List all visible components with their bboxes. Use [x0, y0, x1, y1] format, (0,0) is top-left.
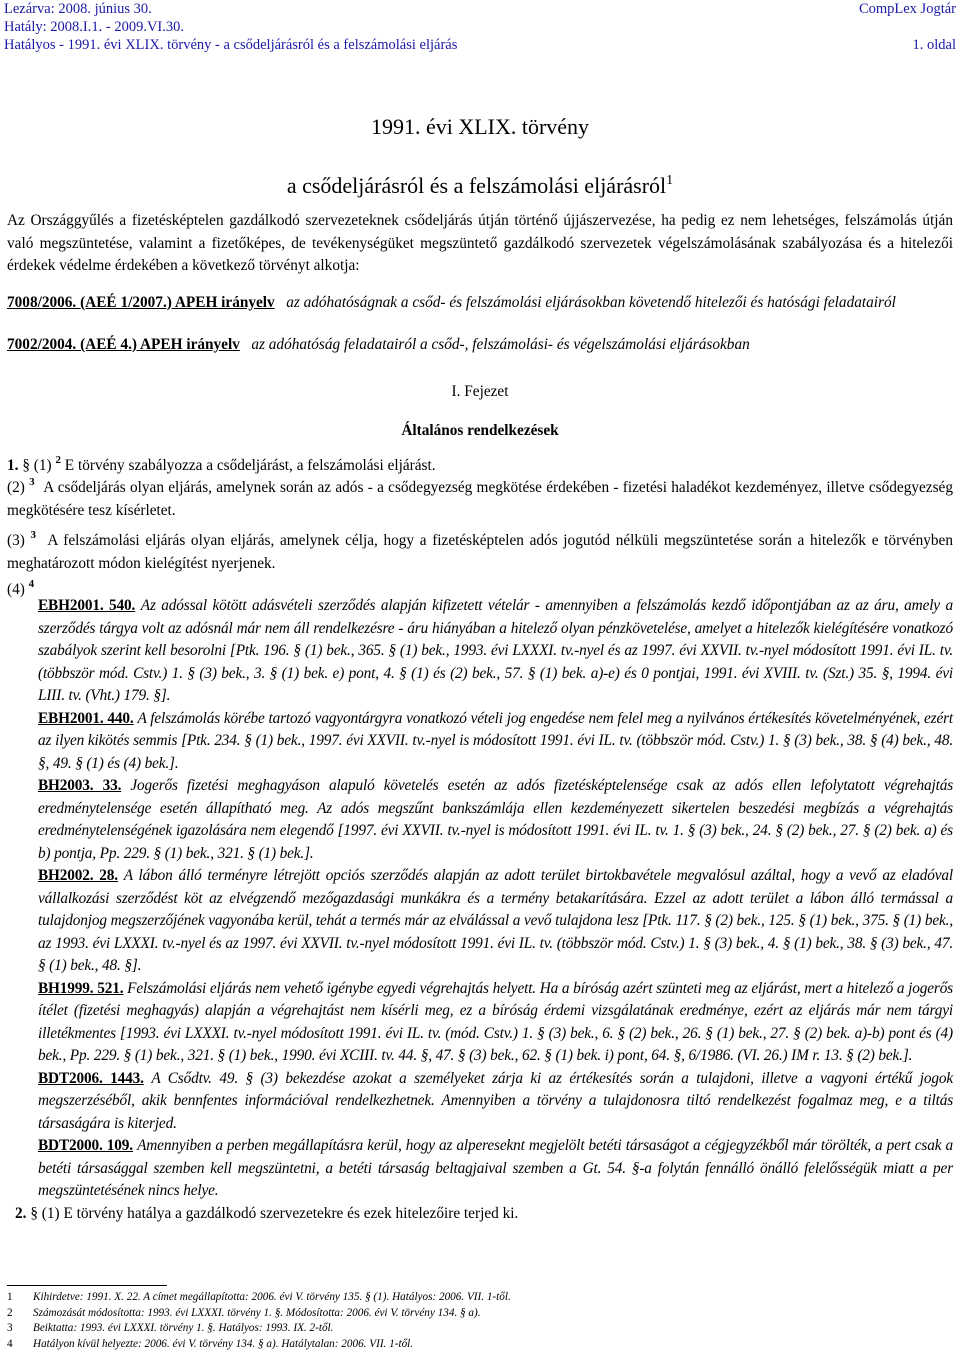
page-header [0, 0, 960, 60]
court-case [38, 708, 953, 776]
footnote [7, 1321, 953, 1337]
footnote-number: 1 [7, 1291, 13, 1303]
court-case [38, 775, 953, 865]
chapter-number: I. Fejezet [451, 382, 509, 400]
document-body [7, 210, 953, 1225]
header-closed-date: Lezárva: 2008. június 30. [4, 1, 152, 17]
court-case-text: Az adóssal kötött adásvételi szerződés alapján kifizetett vételár - amennyiben a felszámolás kezdő időpontjában az az áru, amely a szerződés tárgya volt az adósnál már nem áll rendelkezésre - áru hiányában a hitelező olyan pénzkövetelése, amelyet a hitelezők kielégítésére vonatkozó szabályok szerint kell besorolni [Ptk. 196. § (1) bek., 365. § (1) bek., 1993. évi LXXXI. tv.-nyel és az 1997. évi XXVII. tv.-nyel módosított 1991. évi IL. tv. (többször mód. Cstv.) 1. § (3) bek., 3. § (1) bek. e) pont, 4. § (1) és (2) bek., 57. § (1) bek. a)-e) és 0 pontjai, 1991. évi XVIII. tv. (Szt.) 35. §, 1994. évi LIII. tv. (Vht.) 179. §]. [38, 597, 953, 704]
court-case-text: Jogerős fizetési meghagyáson alapuló követelés esetén az adós fizetésképtelensége csak az adós ellen lefolytatott végrehajtás eredménytelensége esetén állapítható meg. Az adós megszűnt bankszámlája ellen kezdeményezett sikertelen beszedési megbízás a végrehajtás eredménytelenségének igazolására nem elegendő [1997. évi XXVII. tv.-nyel is módosított 1991. évi IL. tv. 1. § (3) bek., 24. § (2) bek., 27. § (2) bek. a) és b) pontja, Pp. 229. § (1) bek., 321. § (1) bek.]. [38, 777, 953, 862]
section-1-para-2 [7, 477, 953, 522]
section-number: 1. [7, 456, 19, 474]
court-case-text: A Csődtv. 49. § (3) bekezdése azokat a személyeket zárja ki az értékesítés során a tulajdoni, illetve a vagyoni értékű jogok megszerzéséből, akik bennfentes információval rendelkezhetnek. Amennyiben a törvény a tulajdonosra tiltó rendelkezést fogalmaz meg, e a tiltás társaságára is kiterjed. [38, 1069, 953, 1132]
apeh-guideline-link[interactable]: 7002/2004. (AEÉ 4.) APEH irányelv [7, 336, 240, 353]
footnote-divider [7, 1285, 167, 1286]
court-case-link[interactable]: BDT2006. 1443. [38, 1069, 144, 1087]
section-1-para-3 [7, 530, 953, 575]
preamble: Az Országgyűlés a fizetésképtelen gazdálkodó szervezeteknek csődeljárás útján történő újjászervezése, ha pedig ez nem lehetséges, felszámolás útján való megszüntetése, valamint a fizetőképes, de tevékenységüket megszüntető gazdálkodó szervezetek végelszámolásának szabályozása és a hitelezői érdekek védelme érdekében a következő törvényt alkotja: [7, 212, 953, 274]
court-case [38, 978, 953, 1068]
header-document-title: Hatályos - 1991. évi XLIX. törvény - a csődeljárásról és a felszámolási eljárás [4, 37, 458, 53]
court-case-link[interactable]: BDT2000. 109. [38, 1137, 133, 1154]
apeh-guideline-link[interactable]: 7008/2006. (AEÉ 1/2007.) APEH irányelv [7, 293, 275, 311]
apeh-guideline-text: az adóhatóság feladatairól a csőd-, felszámolási- és végelszámolási eljárásokban [251, 336, 750, 353]
court-case [38, 1068, 953, 1136]
footnote-text: Kihirdetve: 1991. X. 22. A címet megállapította: 2006. évi V. törvény 135. § (1). Hatályos: 2006. VII. 1-től. [33, 1291, 511, 1303]
footnote-text: Számozását módosította: 1993. évi LXXXI. törvény 1. §. Módosította: 2006. évi V. törvény 134. § a). [33, 1306, 481, 1319]
header-effective-range: Hatály: 2008.I.1. - 2009.VI.30. [4, 19, 185, 35]
paragraph-label: (1) [33, 456, 52, 474]
court-case-link[interactable]: EBH2001. 440. [38, 709, 134, 727]
apeh-guideline-1 [7, 292, 953, 315]
footnote-text: Hatályon kívül helyezte: 2006. évi V. törvény 134. § a). Hatálytalan: 2006. VII. 1-től. [33, 1337, 414, 1350]
footnote-number: 4 [7, 1337, 13, 1350]
chapter-title: Általános rendelkezések [401, 422, 559, 439]
footnote-text: Beiktatta: 1993. évi LXXXI. törvény 1. §. Hatályos: 1993. IX. 2-től. [33, 1322, 334, 1334]
section-number: 2. [15, 1204, 27, 1222]
court-case-list [7, 595, 953, 1203]
section-sign[interactable]: § [30, 1204, 38, 1222]
apeh-guideline-text: az adóhatóságnak a csőd- és felszámolási eljárásokban követendő hitelezői és hatósági feladatairól [286, 293, 896, 311]
paragraph-label: (2) [7, 479, 25, 496]
law-title: 1991. évi XLIX. törvény [370, 114, 590, 139]
court-case-text: A felszámolás körébe tartozó vagyontárgyra vonatkozó vételi jog engedése nem felel meg a nyilvános értékesítés követelményének, ezért az ilyen kikötés semmis [Ptk. 234. § (1) bek., 1997. évi XXVII. tv.-nyel is módosított 1991. évi IL. tv. (többször mód. Cstv.) 1. § (3) bek., 38. § (4) bek., 48. §, 49. § (1) és (4) bek.]. [38, 709, 953, 772]
footnote-ref[interactable]: 1 [666, 173, 674, 188]
footnote [7, 1290, 953, 1306]
court-case-link[interactable]: BH2003. 33. [38, 777, 122, 794]
court-case-text: A lábon álló terményre létrejött opciós szerződés alapján az adott terület birtokbavétele megvalósul azáltal, hogy a vevő az eladóval vállalkozási szerződést köt az elvégzendő mezőgazdasági munkákra és a termény betakarítására. Ezzel az adott terület a lábon álló termással a tulajdonjog megszerzőjének vagyonába kerül, tehát a termés már az elválással a vevő tulajdona lesz [Ptk. 117. § (2) bek., 125. § (1) bek., 375. § (1) bek., az 1993. évi LXXXI. tv.-nyel és az 1997. évi XXVII. tv.-nyel módosított 1991. évi IL. tv. (többször mód. Cstv.) 1. § (3) bek., 4. § (1) bek., 38. § (3) bek., 47. § (1) bek., 48. §]. [38, 867, 953, 974]
footnote-number: 2 [7, 1306, 13, 1319]
section-1-para-1 [7, 455, 953, 478]
footnote-ref[interactable]: 4 [28, 578, 35, 590]
header-page-number: 1. oldal [912, 37, 956, 53]
court-case [38, 865, 953, 978]
court-case-link[interactable]: BH2002. 28. [38, 867, 118, 884]
law-subtitle [0, 172, 960, 200]
court-case-text: Felszámolási eljárás nem vehető igénybe egyedi végrehajtás helyett. Ha a bíróság azért szünteti meg az eljárást, mert a hitelező a jogerős ítélet (fizetési meghagyás) alapján a végrehajtást nem kísérli meg, ez a bíróság érdemi vizsgálatának eredménye, ezért az eljárás már nem tárgyi illetékmentes [1993. évi LXXXI. tv.-nyel módosított 1991. évi IL. tv. (mód. Cstv.) 1. § (3) bek., 6. § (2) bek., 26. § (1) bek., 27. § (2) bek. a)-b) pont és (4) bek., Pp. 229. § (1) bek., 321. § (1) bek., 1990. évi XCIII. tv. 44. §, 47. § (3) bek., 62. § (1) bek. i) pont, 64. §, 6/1986. (VI. 26.) IM r. 13. § (2) bek.]. [38, 979, 953, 1064]
court-case-link[interactable]: BH1999. 521. [38, 979, 124, 997]
footnote-ref[interactable]: 2 [55, 453, 61, 466]
paragraph-label: (4) [7, 581, 25, 598]
footnotes [7, 1290, 953, 1352]
section-sign[interactable]: § [22, 456, 30, 474]
paragraph-text: A felszámolási eljárás olyan eljárás, amelynek célja, hogy a fizetésképtelen adós jogutód nélküli megszüntetése során a hitelezők e törvényben meghatározott módon kielégítést nyerjenek. [7, 532, 953, 572]
footnote [7, 1337, 953, 1353]
header-left [4, 0, 457, 54]
paragraph-text: (1) E törvény hatálya a gazdálkodó szervezetekre és ezek hitelezőire terjed ki. [41, 1204, 519, 1222]
paragraph-text: E törvény szabályozza a csődeljárást, a felszámolási eljárást. [64, 456, 436, 474]
court-case [38, 595, 953, 708]
section-2-para-1 [7, 1203, 953, 1226]
apeh-guideline-2 [7, 334, 953, 357]
footnote-ref[interactable]: 3 [29, 476, 35, 488]
footnote-ref[interactable]: 3 [30, 529, 37, 541]
footnote [7, 1306, 953, 1322]
paragraph-text: A csődeljárás olyan eljárás, amelynek során az adós - a csődegyezség megkötése érdekében - fizetési haladékot kezdeményez, illetve csődegyezség megkötésére tesz kísérletet. [7, 479, 953, 519]
header-brand: CompLex Jogtár [858, 1, 956, 17]
court-case-link[interactable]: EBH2001. 540. [38, 597, 136, 614]
court-case [38, 1135, 953, 1203]
footnote-number: 3 [7, 1322, 13, 1334]
court-case-text: Amennyiben a perben megállapításra kerül, hogy az alpereseknt megjelölt betéti társaságot a cégjegyzékből már törölték, a pert csak a betéti társasággal szemben kell megszüntetni, a betéti társaság beltagjaival szemben a Gt. 54. §-a folytán fennálló önálló felelősségük miatt a per megszüntetésének nincs helye. [38, 1137, 953, 1199]
section-1-para-4 [7, 578, 953, 598]
law-subtitle-text: a csődeljárásról és a felszámolási eljárásról [286, 173, 667, 198]
header-right [859, 0, 956, 54]
paragraph-label: (3) [7, 532, 25, 549]
